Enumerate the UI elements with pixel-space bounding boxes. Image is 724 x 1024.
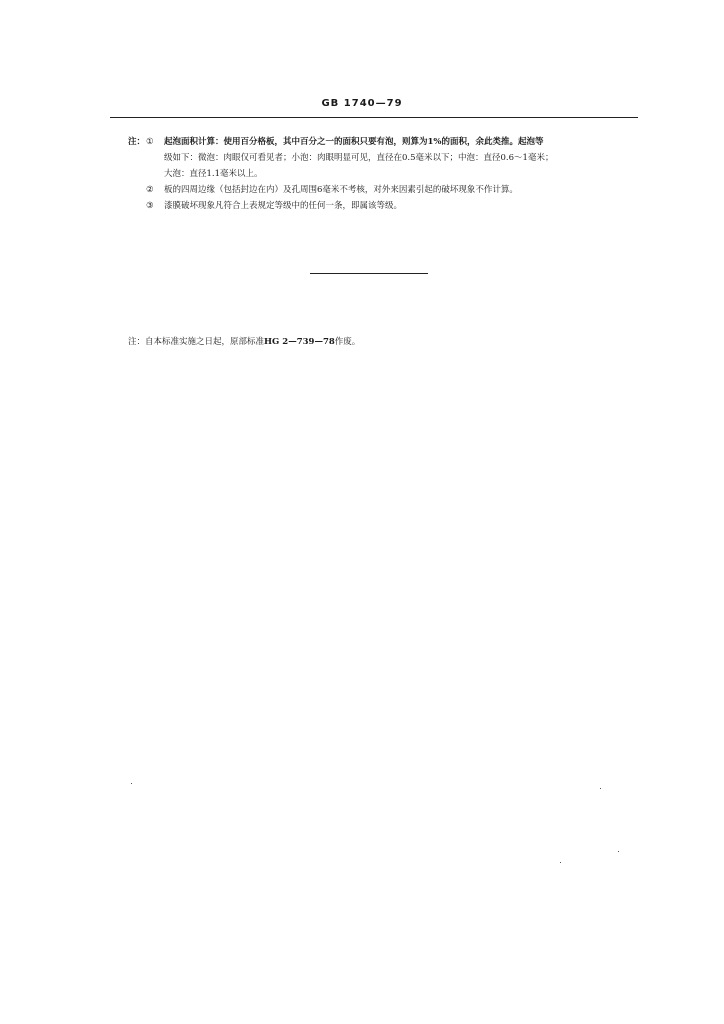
note-item-3 (128, 198, 644, 214)
notes-block (128, 134, 644, 214)
footer-note-text-end: 作废。 (334, 337, 361, 347)
scan-speck (131, 783, 132, 784)
note-text: 板的四周边缘（包括封边在内）及孔周围6毫米不考核，对外来因素引起的破坏现象不作计算。 (164, 185, 518, 195)
page-header-standard-code: GB 1740—79 (321, 98, 403, 109)
note-item-1-continuation-2: 大泡：直径1.1毫米以上。 (164, 169, 263, 179)
note-item-1-continuation: 级如下：微泡：肉眼仅可看见者；小泡：肉眼明显可见，直径在0.5毫米以下；中泡：直径0.6～1毫米； (164, 153, 554, 163)
note-number: ① (146, 137, 154, 147)
note-item-2 (128, 182, 644, 198)
note-number: ② (146, 185, 154, 195)
footer-note-prefix: 注： (128, 337, 146, 347)
footer-note-text: 自本标准实施之日起，原部标准 (145, 337, 265, 347)
note-number: ③ (146, 201, 154, 211)
footer-note (128, 335, 648, 349)
header-divider (110, 117, 638, 118)
end-of-section-rule (310, 273, 428, 274)
note-item-1 (128, 134, 644, 150)
note-text: 起泡面积计算：使用百分格板，其中百分之一的面积只要有泡，则算为1%的面积，余此类推。起泡等 (164, 137, 544, 147)
scan-speck (600, 788, 601, 789)
scan-speck (618, 851, 619, 852)
footer-std-ref: HG 2—739—78 (264, 337, 335, 347)
notes-prefix: 注： (128, 137, 146, 147)
scan-speck (560, 862, 561, 863)
note-text: 漆膜破坏现象凡符合上表规定等级中的任何一条，即属该等级。 (164, 201, 403, 211)
